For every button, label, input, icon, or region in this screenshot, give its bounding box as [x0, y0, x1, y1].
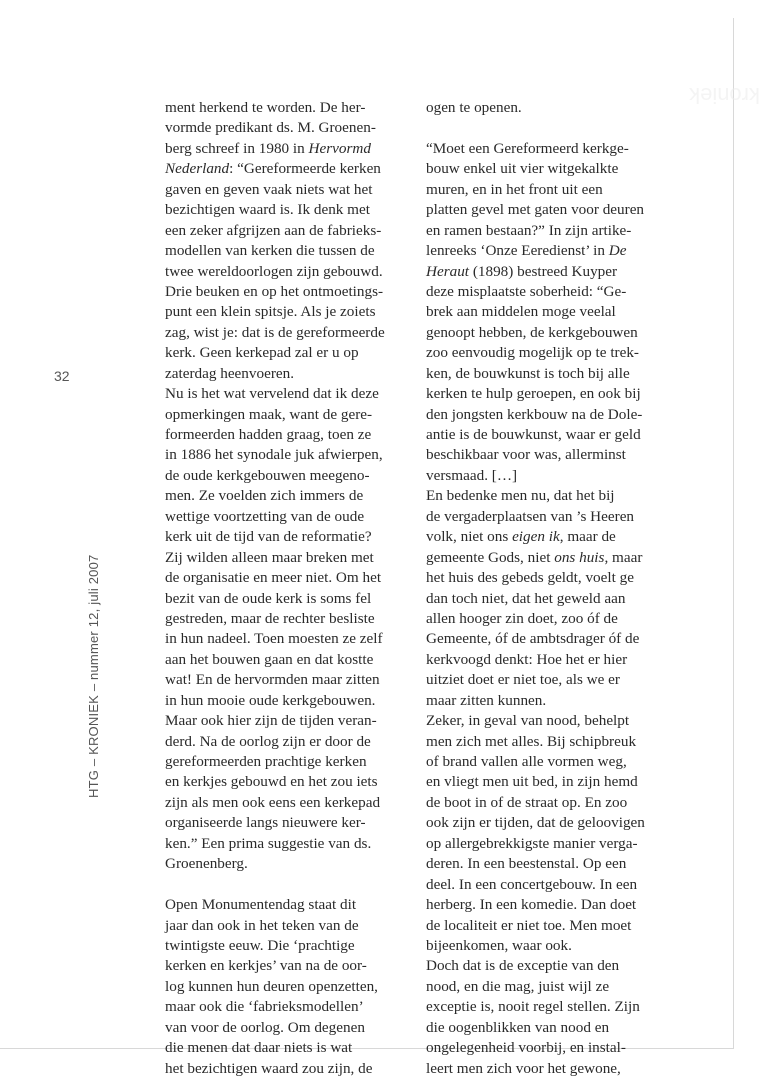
text-line: de organisatie en meer niet. Om het [165, 569, 382, 587]
text-line: gereformeerden prachtige kerken [165, 753, 367, 770]
text-line: in 1886 het synodale juk afwierpen, [165, 446, 383, 464]
text-line: opmerkingen maak, want de gere- [165, 405, 373, 423]
text-line: ogen te openen. [426, 99, 522, 116]
text-line: de boot in of de straat op. En zoo [426, 793, 628, 811]
text-line: brek aan middelen moge veelal [426, 303, 616, 321]
text-line: Open Monumentendag staat dit [165, 896, 357, 914]
text-line: maar ook die ‘fabrieksmodellen’ [165, 998, 364, 1016]
italic-title: De [608, 242, 627, 260]
text-line: men. Ze voelden zich immers de [165, 487, 364, 505]
text-line: kerken te hulp geroepen, en ook bij [426, 385, 641, 403]
text-line: uitziet doet er niet toe, als we er [426, 671, 620, 689]
text-line: Zij wilden alleen maar breken met [165, 548, 374, 566]
text-line: Drie beuken en op het ontmoetings- [165, 282, 384, 300]
text-line: kerkvoogd denkt: Hoe het er hier [426, 650, 628, 668]
text-line: een zeker afgrijzen aan de fabrieks- [165, 221, 382, 239]
text-line: zoo eenvoudig mogelijk op te trek- [426, 344, 639, 362]
text-line: het huis des gebeds geldt, voelt ge [426, 569, 634, 587]
text-line: men zich met alles. Bij schipbreuk [426, 732, 637, 750]
text-line: het bezichtigen waard zou zijn, de [165, 1059, 373, 1077]
text-line: Nu is het wat vervelend dat ik deze [165, 385, 379, 403]
text-line: ongelegenheid voorbij, en instal- [426, 1039, 626, 1057]
text-fragment: , maar [604, 548, 643, 566]
text-line: of brand vallen alle vormen weg, [426, 753, 627, 770]
text-line: platten gevel met gaten voor deuren [426, 201, 645, 219]
text-line: leert men zich voor het gewone, [426, 1059, 621, 1077]
paragraph-gap [165, 875, 427, 895]
text-line: Gemeente, óf de ambtsdrager óf de [426, 630, 640, 648]
text-fragment: berg schreef in 1980 in [165, 139, 309, 157]
text-line: gaven en geven vaak niets wat het [165, 180, 373, 198]
text-line: aan het bouwen gaan en dat kostte [165, 650, 374, 668]
left-column [165, 98, 427, 1079]
italic-phrase: ons huis [554, 548, 605, 566]
text-line: zag, wist je: dat is de gereformeerde [165, 323, 385, 341]
text-line: allen hooger zin doet, zoo óf de [426, 609, 618, 627]
text-line: muren, en in het front uit een [426, 180, 603, 198]
text-fragment: gemeente Gods, niet [426, 548, 555, 566]
text-line: herberg. In een komedie. Dan doet [426, 896, 637, 914]
text-line [165, 139, 427, 159]
text-line: versmaad. […] [426, 466, 518, 484]
text-line: bezichtigen waard is. Ik denk met [165, 201, 370, 219]
text-line [426, 548, 706, 568]
text-line: genoopt hebben, de kerkgebouwen [426, 323, 638, 341]
italic-phrase: eigen ik [512, 528, 560, 546]
text-line: den jongsten kerkbouw na de Dole- [426, 405, 643, 423]
text-line: van voor de oorlog. Om degenen [165, 1018, 365, 1036]
text-line: ook zijn er tijden, dat de geloovigen [426, 814, 645, 832]
running-footer-text: HTG – KRONIEK – nummer 12, juli 2007 [86, 554, 101, 798]
text-line: de localiteit er niet toe. Men moet [426, 916, 632, 934]
text-line: en kerkjes gebouwd en het zou iets [165, 773, 378, 791]
text-line: vormde predikant ds. M. Groenen- [165, 119, 376, 137]
paragraph-gap [426, 118, 706, 138]
show-through-text: kroniek [689, 83, 760, 108]
text-line: deel. In een concertgebouw. In een [426, 875, 638, 893]
text-line: modellen van kerken die tussen de [165, 242, 375, 260]
text-line: ment herkend te worden. De her- [165, 99, 366, 116]
text-line: punt een klein spitsje. Als je zoiets [165, 303, 376, 321]
page-sheet [0, 18, 760, 1077]
text-line [426, 241, 706, 261]
text-line: kerk. Geen kerkepad zal er u op [165, 344, 359, 362]
text-line: log kunnen hun deuren openzetten, [165, 977, 378, 995]
page-number: 32 [54, 368, 70, 384]
text-line: de vergaderplaatsen van ’s Heeren [426, 507, 635, 525]
right-column [426, 98, 706, 1079]
text-line: gestreden, maar de rechter besliste [165, 609, 375, 627]
text-line: in hun nadeel. Toen moesten ze zelf [165, 630, 383, 648]
text-fragment: volk, niet ons [426, 528, 513, 546]
text-line: die menen dat daar niets is wat [165, 1039, 353, 1057]
italic-title: Hervormd [308, 139, 371, 157]
text-line: in hun mooie oude kerkgebouwen. [165, 691, 376, 709]
text-line: wat! En de hervormden maar zitten [165, 671, 380, 689]
text-line: antie is de bouwkunst, waar er geld [426, 426, 641, 443]
text-line: twee wereldoorlogen zijn gebouwd. [165, 262, 383, 280]
text-line: Doch dat is de exceptie van den [426, 957, 620, 975]
text-line: kerk uit de tijd van de reformatie? [165, 528, 372, 546]
text-line: Zeker, in geval van nood, behelpt [426, 712, 630, 730]
text-line: ken, de bouwkunst is toch bij alle [426, 364, 630, 382]
italic-title: Heraut [426, 262, 470, 280]
text-line: en ramen bestaan?” In zijn artike- [426, 221, 632, 239]
text-line [426, 527, 706, 547]
text-line: deren. In een beestenstal. Op een [426, 855, 627, 873]
text-line [165, 159, 427, 179]
italic-title: Nederland [165, 160, 230, 178]
text-fragment: : “Gereformeerde kerken [229, 160, 381, 178]
text-line: deze misplaatste soberheid: “Ge- [426, 282, 627, 300]
text-line: op allergebrekkigste manier verga- [426, 834, 638, 852]
text-line: dan toch niet, dat het geweld aan [426, 589, 626, 607]
text-line: Groenenberg. [165, 855, 248, 873]
text-line: wettige voortzetting van de oude [165, 507, 365, 525]
text-line: maar zitten kunnen. [426, 691, 547, 709]
text-line: twintigste eeuw. Die ‘prachtige [165, 936, 355, 954]
text-line: en vliegt men uit bed, in zijn hemd [426, 773, 638, 791]
text-line: Maar ook hier zijn de tijden veran- [165, 712, 377, 730]
text-fragment: lenreeks ‘Onze Eeredienst’ in [426, 242, 609, 260]
text-line: bijeenkomen, waar ook. [426, 936, 572, 954]
text-line [426, 262, 706, 282]
text-line: ken.” Een prima suggestie van ds. [165, 834, 372, 852]
text-line: exceptie is, nooit regel stellen. Zijn [426, 998, 640, 1016]
text-line: organiseerde langs nieuwere ker- [165, 814, 366, 832]
text-line: beschikbaar voor was, allerminst [426, 446, 626, 464]
text-line: zaterdag heenvoeren. [165, 364, 295, 382]
text-line: kerken en kerkjes’ van na de oor- [165, 957, 367, 975]
text-fragment: (1898) bestreed Kuyper [469, 262, 618, 280]
text-line: formeerden hadden graag, toen ze [165, 426, 372, 443]
text-line: nood, en die mag, juist wijl ze [426, 977, 610, 995]
text-line: derd. Na de oorlog zijn er door de [165, 732, 371, 750]
text-fragment: , maar de [559, 528, 616, 546]
text-line: zijn als men ook eens een kerkepad [165, 793, 381, 811]
text-line: bezit van de oude kerk is soms fel [165, 589, 372, 607]
text-line: “Moet een Gereformeerd kerkge- [426, 139, 629, 157]
text-line: de oude kerkgebouwen meegeno- [165, 466, 370, 484]
text-line: jaar dan ook in het teken van de [165, 916, 359, 934]
text-line: die oogenblikken van nood en [426, 1018, 610, 1036]
text-line: bouw enkel uit vier witgekalkte [426, 160, 619, 178]
text-line: En bedenke men nu, dat het bij [426, 487, 615, 505]
